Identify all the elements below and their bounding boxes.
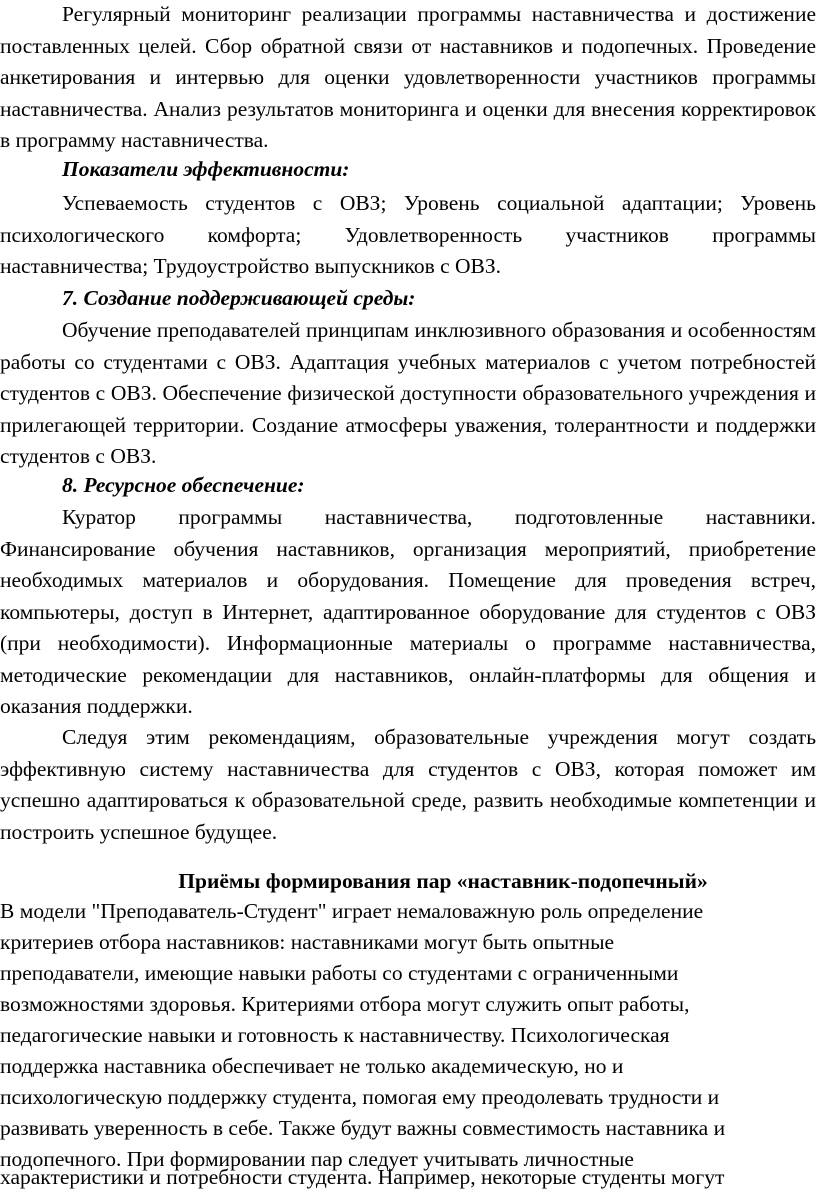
section-8-paragraph: Куратор программы наставничества, подготовленные наставники. Финансирование обучения наставников, организация мероприятий, приобретение необходимых материалов и оборудования. Помещение для проведения встреч, компьютеры, доступ в Интернет, адаптированное оборудование для студентов с ОВЗ (при необходимости). Информационные материалы о программе наставничества, методические рекомендации для наставников, онлайн-платформы для общения и оказания поддержки. bbox=[0, 505, 816, 718]
section-title: Приёмы формирования пар «наставник-подопечный» bbox=[178, 869, 708, 893]
conclusion-paragraph: Следуя этим рекомендациям, образовательные учреждения могут создать эффективную систему наставничества для студентов с ОВЗ, которая поможет им успешно адаптироваться к образовательной среде, развить необходимые компетенции и построить успешное будущее. bbox=[0, 725, 816, 844]
section-8-heading: 8. Ресурсное обеспечение: bbox=[62, 473, 305, 497]
body-line: возможностями здоровья. Критериями отбора могут служить опыт работы, bbox=[0, 992, 690, 1016]
section-7-heading: 7. Создание поддерживающей среды: bbox=[62, 286, 416, 310]
section-7-paragraph: Обучение преподавателей принципам инклюзивного образования и особенностям работы со студентами с ОВЗ. Адаптация учебных материалов с учетом потребностей студентов с ОВЗ. Обеспечение физической доступности образовательного учреждения и прилегающей территории. Создание атмосферы уважения, толерантности и поддержки студентов с ОВЗ. bbox=[0, 318, 816, 468]
indicators-paragraph: Успеваемость студентов с ОВЗ; Уровень социальной адаптации; Уровень психологического комфорта; Удовлетворенность участников программы наставничества; Трудоустройство выпускников с ОВЗ. bbox=[0, 191, 816, 278]
body-line: развивать уверенность в себе. Также будут важны совместимость наставника и bbox=[0, 1116, 726, 1140]
body-line: педагогические навыки и готовность к наставничеству. Психологическая bbox=[0, 1023, 670, 1047]
indicators-heading: Показатели эффективности: bbox=[62, 157, 350, 181]
body-line: характеристики и потребности студента. Например, некоторые студенты могут bbox=[0, 1165, 725, 1189]
body-line: преподаватели, имеющие навыки работы со студентами с ограниченными bbox=[0, 961, 679, 985]
body-line: подопечного. При формировании пар следует учитывать личностные bbox=[0, 1147, 634, 1171]
monitoring-paragraph: Регулярный мониторинг реализации программы наставничества и достижение поставленных целей. Сбор обратной связи от наставников и подопечных. Проведение анкетирования и интервью для оценки удовлетворенности участников программы наставничества. Анализ результатов мониторинга и оценки для внесения корректировок в программу наставничества. bbox=[0, 2, 816, 152]
body-line: поддержка наставника обеспечивает не только академическую, но и bbox=[0, 1054, 624, 1078]
body-line: психологическую поддержку студента, помогая ему преодолевать трудности и bbox=[0, 1085, 720, 1109]
body-line: В модели "Преподаватель-Студент" играет немаловажную роль определение bbox=[0, 899, 704, 923]
body-line: критериев отбора наставников: наставниками могут быть опытные bbox=[0, 930, 615, 954]
